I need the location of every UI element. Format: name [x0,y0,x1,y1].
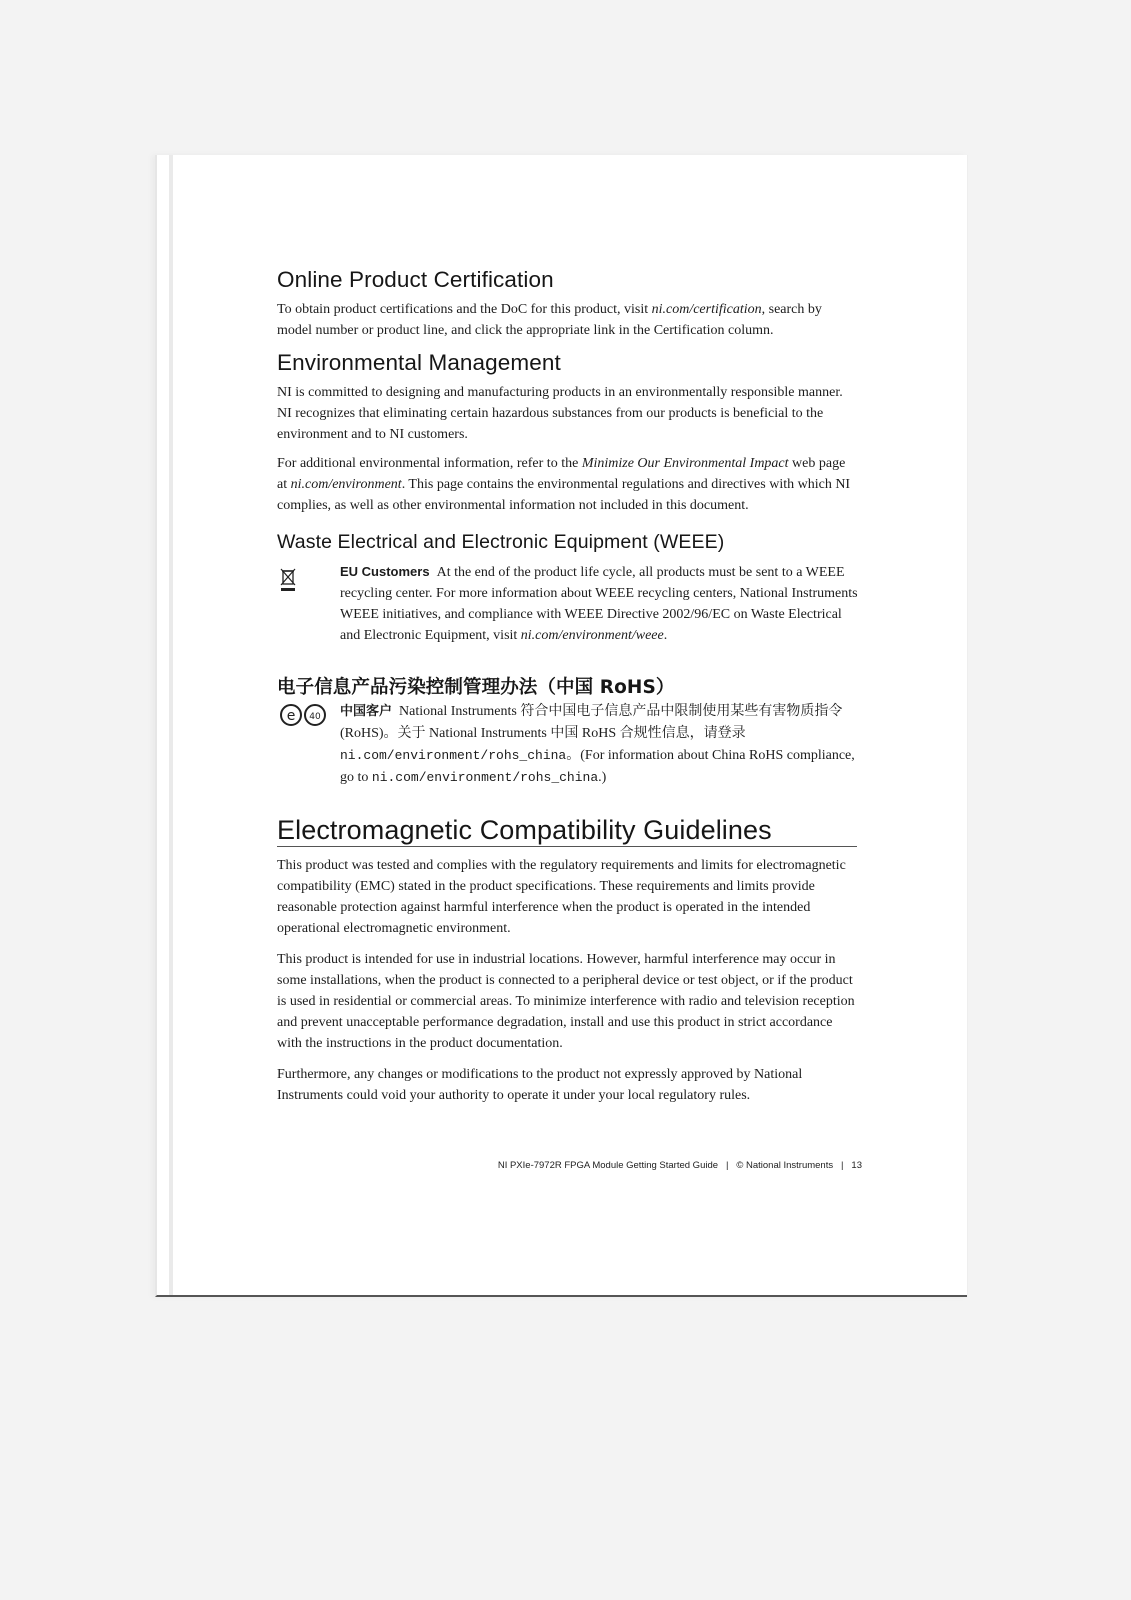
rohs-link-2[interactable]: ni.com/environment/rohs_china [371,770,599,785]
certification-link[interactable]: ni.com/certification [651,302,762,317]
rohs-link-1[interactable]: ni.com/environment/rohs_china [340,748,567,763]
weee-paragraph: EU Customers At the end of the product life cycle, all products must be sent to a WEEE recycling center. For more information about WEEE recycling centers, National Instruments WEEE initiatives, and compliance with WEEE Directive 2002/96/EC on Waste Electrical and Electronic Equipment, visit ni.com/environment/weee. [340,564,858,643]
china-customers-label: 中国客户 [340,703,393,718]
environmental-paragraph-1: NI is committed to designing and manufacturing products in an environmentally responsible manner. NI recognizes that eliminating certain hazardous substances from our products is beneficial to the environment and to NI customers. [277,385,843,442]
emc-paragraph-3: Furthermore, any changes or modifications to the product not expressly approved by National Instruments could void your authority to operate it under your local regulatory rules. [277,1067,803,1103]
online-certification-heading: Online Product Certification [277,267,554,292]
china-rohs-icon [279,703,331,727]
china-rohs-section [277,673,857,699]
document-page [155,155,967,1297]
eu-customers-label: EU Customers [340,564,430,579]
weee-body [340,561,860,646]
online-certification-section [277,267,857,341]
weee-bin-icon [279,567,297,593]
weee-link[interactable]: ni.com/environment/weee [520,628,664,643]
emc-heading: Electromagnetic Compatibility Guidelines [277,815,857,847]
emc-section [277,815,857,1106]
china-rohs-heading: 电子信息产品污染控制管理办法（中国 RoHS） [277,677,675,698]
rohs-icon-number: 40 [309,712,321,722]
china-rohs-paragraph: 中国客户 National Instruments 符合中国电子信息产品中限制使用某些有害物质指令(RoHS)。关于 National Instruments 中国 RoHS 合规性信息，请登录 ni.com/environment/rohs_china。(For information about China RoHS compliance, go to ni.com/environment/rohs_china.) [340,703,855,785]
environmental-section [277,350,857,516]
emc-paragraph-2: This product is intended for use in industrial locations. However, harmful interference may occur in some installations, when the product is connected to a peripheral device or test object, or if the product is used in residential or commercial areas. To minimize interference with radio and television reception and prevent unacceptable performance degradation, install and use this product in strict accordance with the instructions in the product documentation. [277,952,855,1051]
online-certification-paragraph: To obtain product certifications and the DoC for this product, visit ni.com/certification, search by model number or product line, and click the appropriate link in the Certification column. [277,302,822,338]
environment-link[interactable]: ni.com/environment [290,477,402,492]
footer-guide-title: NI PXIe-7972R FPGA Module Getting Started Guide [497,1160,719,1171]
page-footer: NI PXIe-7972R FPGA Module Getting Started Guide | © National Instruments | 13 [497,1160,862,1171]
weee-heading: Waste Electrical and Electronic Equipment (WEEE) [277,531,725,553]
environmental-heading: Environmental Management [277,350,561,375]
footer-copyright: © National Instruments [736,1160,834,1171]
page-spine [169,155,173,1295]
emc-paragraph-1: This product was tested and complies with the regulatory requirements and limits for electromagnetic compatibility (EMC) stated in the product specifications. These requirements and limits provide reasonable protection against harmful interference when the product is operated in the intended operational electromagnetic environment. [277,858,846,936]
weee-section [277,531,857,554]
china-rohs-body [340,700,860,789]
environmental-paragraph-2: For additional environmental information, refer to the Minimize Our Environmental Impact web page at ni.com/environment. This page contains the environmental regulations and directives with which NI complies, as well as other environmental information not included in this document. [277,456,851,513]
footer-page-number: 13 [851,1160,862,1171]
svg-text:e: e [286,708,296,724]
